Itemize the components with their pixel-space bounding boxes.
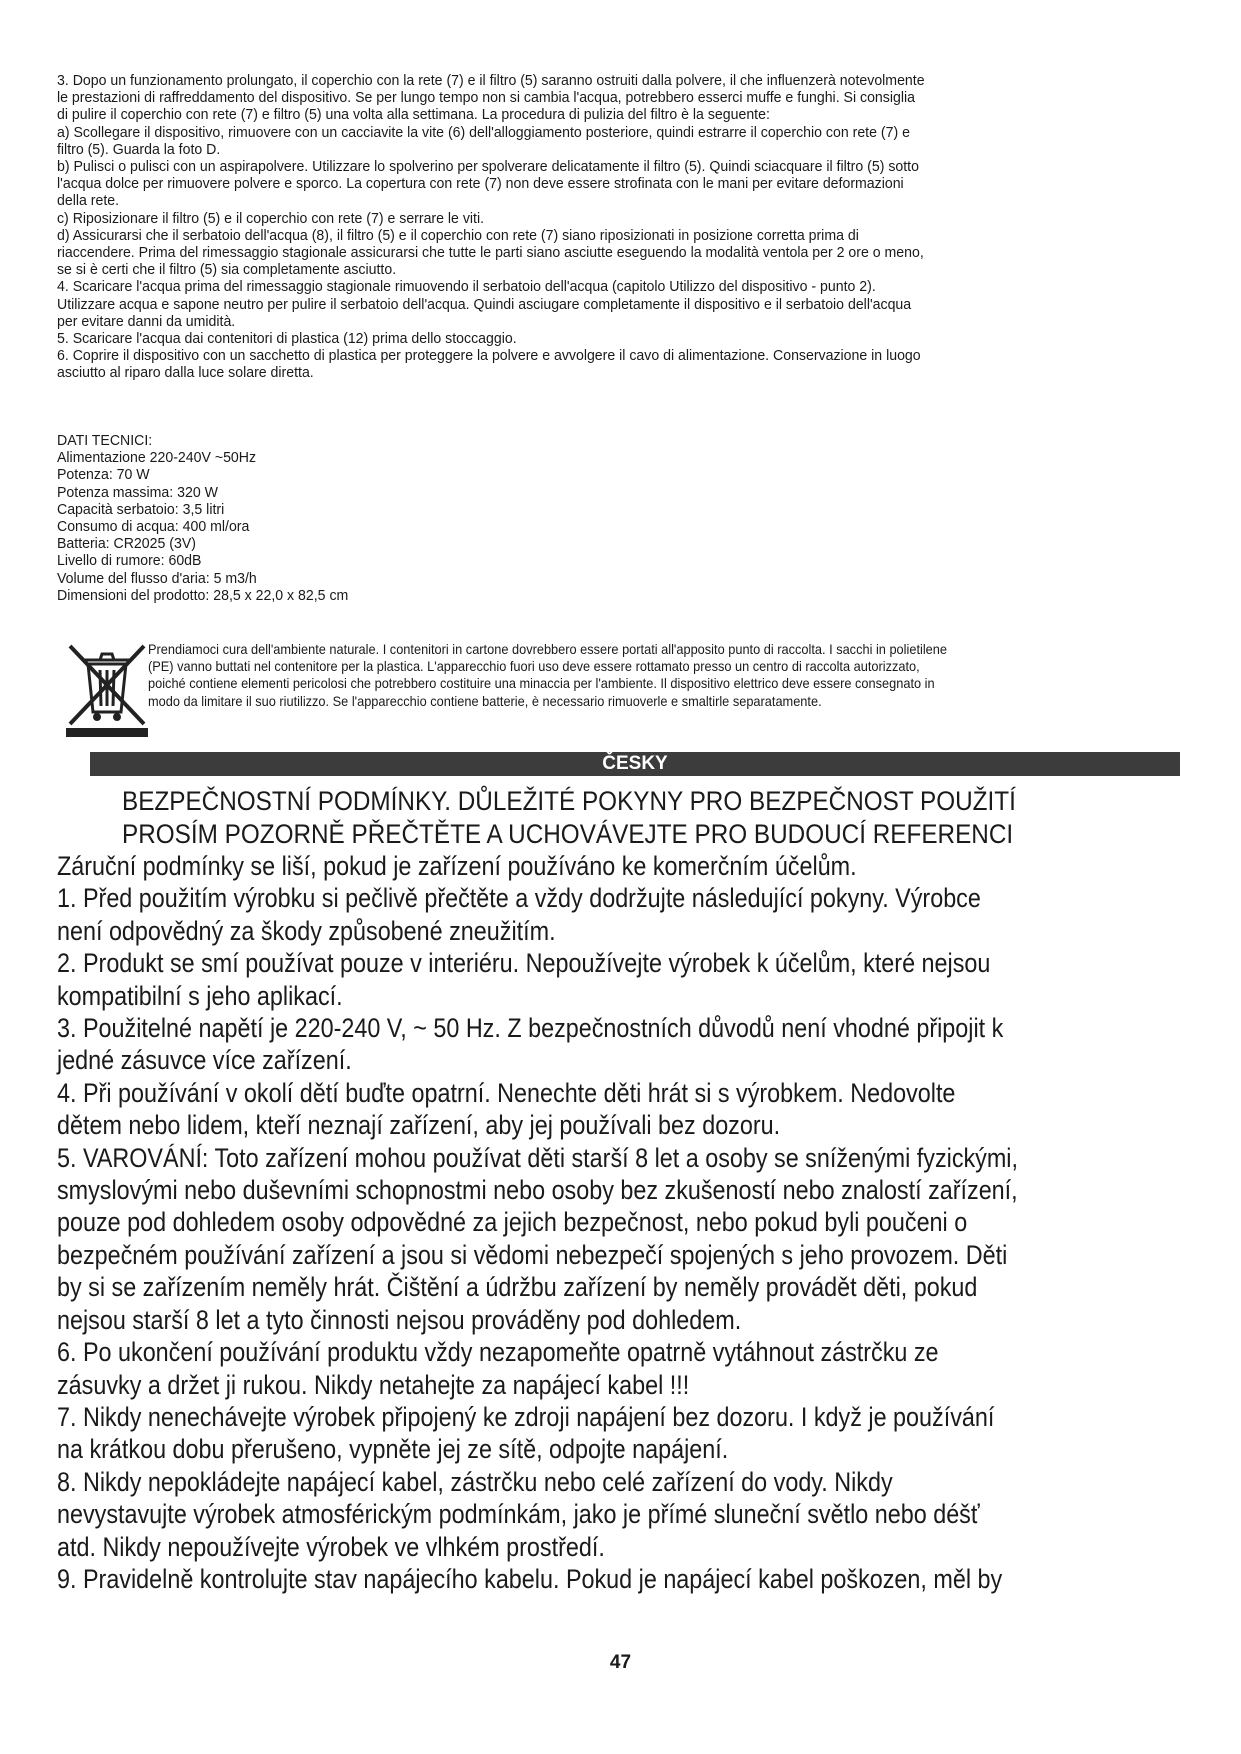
- it-line: d) Assicurarsi che il serbatoio dell'acqua (8), il filtro (5) e il coperchio con rete (7) siano riposizionati in posizione corretta prima di: [57, 226, 859, 244]
- it-line: della rete.: [57, 192, 120, 210]
- technical-data: [57, 432, 348, 604]
- cz-line: dětem nebo lidem, kteří neznají zařízení, aby jej používali bez dozoru.: [57, 1110, 781, 1141]
- tech-line: Volume del flusso d'aria: 5 m3/h: [57, 569, 257, 587]
- it-line: Utilizzare acqua e sapone neutro per pulire il serbatoio dell'acqua. Quindi asciugare completamente il dispositivo e il serbatoio dell'acqua: [57, 295, 912, 313]
- it-line: 6. Coprire il dispositivo con un sacchetto di plastica per proteggere la polvere e avvolgere il cavo di alimentazione. Conservazione in luogo: [57, 347, 921, 365]
- cz-line: 8. Nikdy nepokládejte napájecí kabel, zástrčku nebo celé zařízení do vody. Nikdy: [57, 1466, 893, 1497]
- it-line: se si è certi che il filtro (5) sia completamente asciutto.: [57, 261, 397, 279]
- italian-maintenance-text: [57, 72, 1182, 382]
- it-line: b) Pulisci o pulisci con un aspirapolvere. Utilizzare lo spolverino per spolverare delicatamente il filtro (5). Quindi sciacquare il filtro (5) sotto: [57, 158, 919, 176]
- tech-line: Capacità serbatoio: 3,5 litri: [57, 500, 225, 518]
- cz-line: 6. Po ukončení používání produktu vždy nezapomeňte opatrně vytáhnout zástrčku ze: [57, 1337, 939, 1368]
- cz-line: jedné zásuvce více zařízení.: [57, 1045, 352, 1076]
- it-line: riaccendere. Prima del rimessaggio stagionale assicurarsi che tutte le parti siano asciutte eseguendo la modalità ventola per 2 ore o meno,: [57, 244, 924, 262]
- eco-line: (PE) vanno buttati nel contenitore per la plastica. L'apparecchio fuori uso deve essere rottamato presso un centro di raccolta autorizzato,: [148, 659, 920, 675]
- it-line: 5. Scaricare l'acqua dai contenitori di plastica (12) prima dello stoccaggio.: [57, 330, 517, 348]
- cz-line: nevystavujte výrobek atmosférickým podmínkám, jako je přímé sluneční světlo nebo déšť: [57, 1499, 980, 1530]
- cz-line: zásuvky a držet ji rukou. Nikdy netahejte za napájecí kabel !!!: [57, 1369, 690, 1400]
- cz-line: bezpečném používání zařízení a jsou si vědomi nebezpečí spojených s jeho provozem. Děti: [57, 1239, 1008, 1270]
- it-line: 4. Scaricare l'acqua prima del rimessaggio stagionale rimuovendo il serbatoio dell'acqua (capitolo Utilizzo del dispositivo - punto 2).: [57, 278, 876, 296]
- it-line: asciutto al riparo dalla luce solare diretta.: [57, 364, 314, 382]
- cz-line: 9. Pravidelně kontrolujte stav napájecího kabelu. Pokud je napájecí kabel poškozen, měl by: [57, 1563, 1003, 1594]
- title-line: PROSÍM POZORNĚ PŘEČTĚTE A UCHOVÁVEJTE PRO BUDOUCÍ REFERENCI: [122, 819, 1014, 849]
- it-line: per evitare danni da umidità.: [57, 312, 236, 330]
- cz-line: 7. Nikdy nenechávejte výrobek připojený ke zdroji napájení bez dozoru. I když je používání: [57, 1401, 995, 1432]
- eco-line: poiché contiene elementi pericolosi che potrebbero costituire una minaccia per l'ambiente. Il dispositivo elettrico deve essere consegnato in: [148, 676, 935, 692]
- it-line: a) Scollegare il dispositivo, rimuovere con un cacciavite la vite (6) dell'alloggiamento posteriore, quindi estrarre il coperchio con rete (7) e: [57, 123, 910, 141]
- it-line: di pulire il coperchio con rete (7) e filtro (5) una volta alla settimana. La procedura di pulizia del filtro è la seguente:: [57, 106, 770, 124]
- title-line: BEZPEČNOSTNÍ PODMÍNKY. DŮLEŽITÉ POKYNY PRO BEZPEČNOST POUŽITÍ: [122, 786, 1016, 816]
- tech-heading: DATI TECNICI:: [57, 432, 153, 449]
- czech-safety-instructions: [57, 850, 1182, 1595]
- tech-line: Alimentazione 220-240V ~50Hz: [57, 449, 257, 467]
- cz-line: není odpovědný za škody způsobené zneužitím.: [57, 915, 556, 946]
- cz-line: atd. Nikdy nepoužívejte výrobek ve vlhkém prostředí.: [57, 1531, 605, 1562]
- cz-line: Záruční podmínky se liší, pokud je zařízení používáno ke komerčním účelům.: [57, 851, 857, 881]
- crossed-bin-icon: [64, 642, 150, 738]
- language-section-header: ČESKY: [90, 752, 1180, 776]
- tech-line: Livello di rumore: 60dB: [57, 552, 202, 570]
- eco-line: Prendiamoci cura dell'ambiente naturale. I contenitori in cartone dovrebbero essere portati all'apposito punto di raccolta. I sacchi in polietilene: [148, 642, 948, 657]
- tech-line: Batteria: CR2025 (3V): [57, 535, 196, 553]
- it-line: l'acqua dolce per rimuovere polvere e sporco. La copertura con rete (7) non deve essere strofinata con le mani per evitare deformazioni: [57, 175, 904, 193]
- page-number: 47: [609, 1652, 632, 1673]
- cz-line: smyslovými nebo duševními schopnostmi nebo osoby bez zkušeností nebo znalostí zařízení,: [57, 1175, 1018, 1206]
- czech-safety-title: [122, 785, 1016, 851]
- it-line: le prestazioni di raffreddamento del dispositivo. Se per lungo tempo non si cambia l'acqua, potrebbero esserci muffe e funghi. Si consiglia: [57, 89, 915, 107]
- tech-line: Consumo di acqua: 400 ml/ora: [57, 518, 250, 536]
- cz-line: 3. Použitelné napětí je 220-240 V, ~ 50 Hz. Z bezpečnostních důvodů není vhodné připojit k: [57, 1013, 1004, 1044]
- cz-line: 1. Před použitím výrobku si pečlivě přečtěte a vždy dodržujte následující pokyny. Výrobce: [57, 883, 981, 914]
- cz-line: by si se zařízením neměly hrát. Čištění a údržbu zařízení by neměly provádět děti, pokud: [57, 1272, 978, 1303]
- eco-line: modo da limitare il suo riutilizzo. Se l'apparecchio contiene batterie, è necessario rimuoverle e smaltirle separatamente.: [148, 693, 822, 709]
- cz-line: na krátkou dobu přerušeno, vypněte jej ze sítě, odpojte napájení.: [57, 1434, 729, 1465]
- environment-notice: [148, 641, 1210, 710]
- cz-line: 2. Produkt se smí používat pouze v interiéru. Nepoužívejte výrobek k účelům, které nejsou: [57, 948, 991, 979]
- tech-line: Potenza massima: 320 W: [57, 483, 218, 501]
- it-line: 3. Dopo un funzionamento prolungato, il coperchio con la rete (7) e il filtro (5) saranno ostruiti dalla polvere, il che influenzerà notevolmente: [57, 72, 925, 89]
- tech-line: Dimensioni del prodotto: 28,5 x 22,0 x 82,5 cm: [57, 586, 349, 604]
- it-line: c) Riposizionare il filtro (5) e il coperchio con rete (7) e serrare le viti.: [57, 209, 485, 227]
- cz-line: pouze pod dohledem osoby odpovědné za jejich bezpečnost, nebo pokud byli poučeni o: [57, 1207, 968, 1238]
- cz-line: 4. Při používání v okolí dětí buďte opatrní. Nenechte děti hrát si s výrobkem. Nedovolte: [57, 1077, 956, 1108]
- cz-line: kompatibilní s jeho aplikací.: [57, 980, 343, 1011]
- cz-line: nejsou starší 8 let a tyto činnosti nejsou prováděny pod dohledem.: [57, 1304, 742, 1335]
- tech-line: Potenza: 70 W: [57, 466, 150, 484]
- it-line: filtro (5). Guarda la foto D.: [57, 140, 221, 158]
- cz-line: 5. VAROVÁNÍ: Toto zařízení mohou používat děti starší 8 let a osoby se sníženými fyzickými,: [57, 1142, 1018, 1173]
